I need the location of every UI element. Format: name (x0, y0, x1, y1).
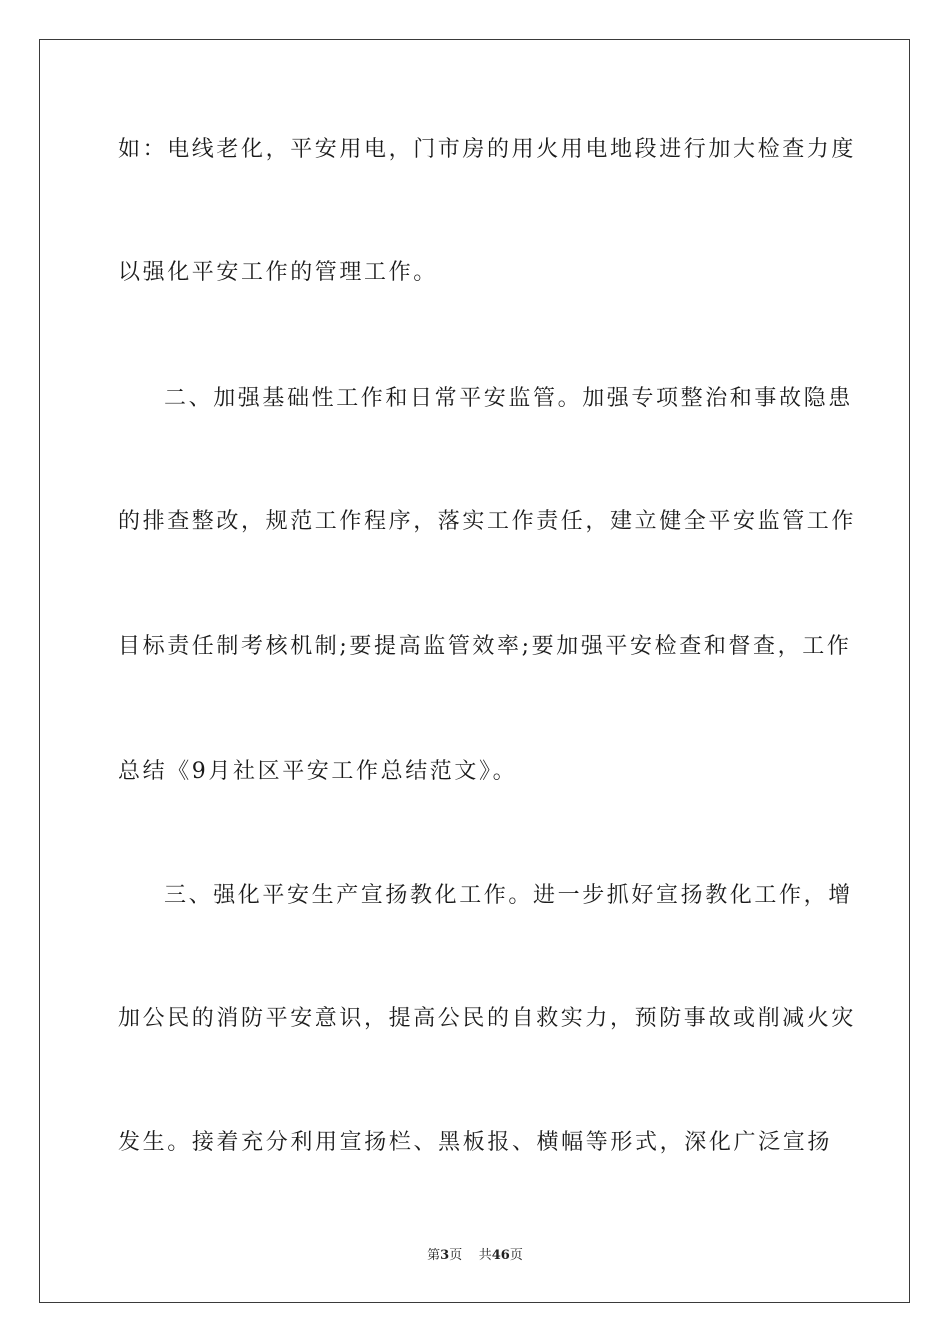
footer-total-suffix: 页 (509, 1248, 523, 1263)
footer-total-pages: 46 (491, 1248, 510, 1263)
footer-page-suffix: 页 (449, 1248, 463, 1263)
text-line-3: 二、加强基础性工作和日常平安监管。加强专项整治和事故隐患 (164, 386, 853, 411)
page-border (39, 39, 910, 1303)
text-line-5: 目标责任制考核机制;要提高监管效率;要加强平安检查和督查，工作 (118, 634, 852, 659)
text-line-9: 发生。接着充分利用宣扬栏、黑板报、横幅等形式，深化广泛宣扬 (118, 1130, 832, 1155)
footer-total-prefix: 共 (478, 1248, 492, 1263)
page-footer (0, 1247, 950, 1265)
footer-page-number: 3 (440, 1248, 450, 1263)
text-line-6: 总结《9月社区平安工作总结范文》。 (118, 759, 518, 784)
footer-page-prefix: 第 (427, 1248, 441, 1263)
text-line-1: 如：电线老化，平安用电，门市房的用火用电地段进行加大检查力度 (118, 137, 857, 162)
text-line-2: 以强化平安工作的管理工作。 (118, 260, 438, 285)
text-line-8: 加公民的消防平安意识，提高公民的自救实力，预防事故或削减火灾 (118, 1006, 857, 1031)
text-line-4: 的排查整改，规范工作程序，落实工作责任，建立健全平安监管工作 (118, 509, 857, 534)
text-line-7: 三、强化平安生产宣扬教化工作。进一步抓好宣扬教化工作，增 (164, 883, 853, 908)
